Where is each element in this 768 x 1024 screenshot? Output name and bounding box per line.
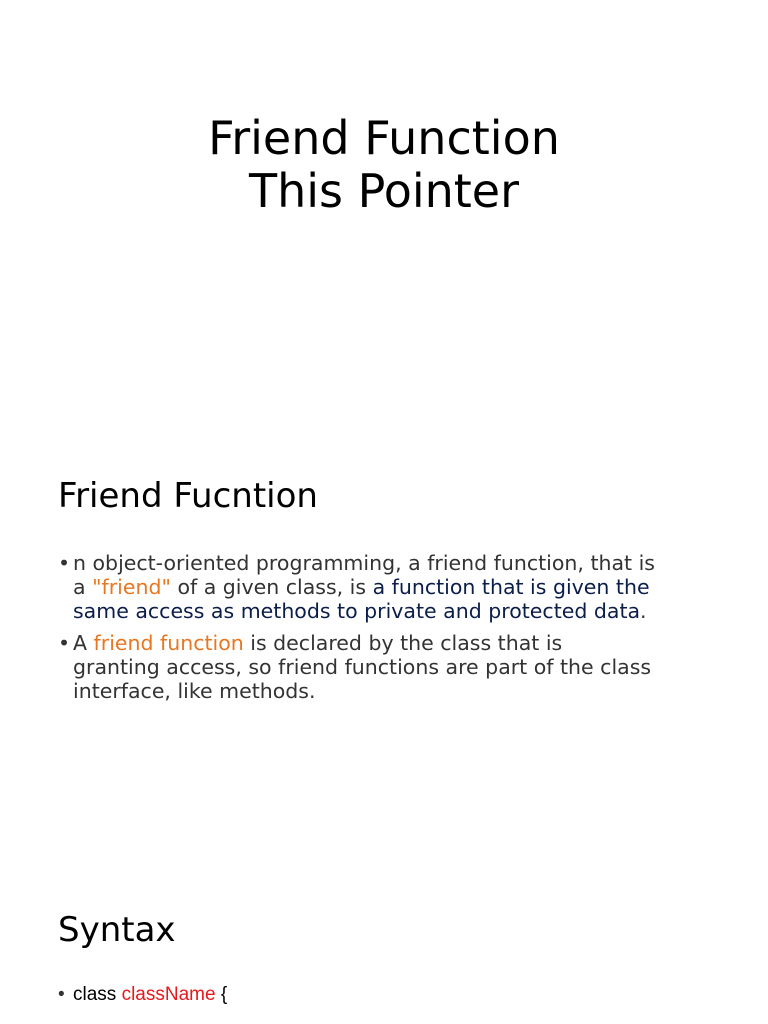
bullet-text: a [73, 575, 93, 599]
bullet-text: of a given class, is [170, 575, 373, 599]
bullet-text: n object-oriented programming, a friend function, that is [73, 551, 655, 575]
bullet-text-line [73, 631, 718, 655]
friend-function-heading: Friend Fucntion [58, 476, 318, 516]
friend-function-bullets [58, 551, 718, 711]
bullet-text-line [73, 551, 718, 575]
bullet-text-line [73, 599, 718, 623]
bullet-text: A [73, 631, 94, 655]
bullet-text-line: interface, like methods. [73, 679, 316, 703]
title-line-2: This Pointer [248, 164, 520, 218]
friend-function-link[interactable]: friend function [93, 631, 244, 655]
class-keyword: class [73, 984, 122, 1005]
bullet-item [58, 551, 718, 623]
code-line [73, 983, 718, 1007]
title-slide [0, 112, 768, 218]
friend-link[interactable]: "friend" [92, 575, 171, 599]
function-definition-link[interactable]: a function that is given the [372, 575, 650, 599]
class-name: className [121, 984, 216, 1005]
function-definition-link-cont[interactable]: same access as methods to private and protected data [73, 599, 641, 623]
bullet-text: is declared by the class that is [243, 631, 563, 655]
bullet-marker: • [58, 631, 71, 655]
open-brace: { [215, 984, 228, 1005]
bullet-text-line: granting access, so friend functions are part of the class [73, 655, 652, 679]
syntax-heading: Syntax [58, 910, 176, 950]
bullet-text-line [73, 575, 718, 599]
bullet-marker: • [58, 984, 65, 1005]
bullet-item [58, 983, 718, 1007]
bullet-marker: • [58, 551, 71, 575]
bullet-item [58, 631, 718, 703]
title-line-1: Friend Function [208, 111, 560, 165]
bullet-text: . [640, 599, 647, 623]
syntax-bullets [58, 983, 718, 1015]
